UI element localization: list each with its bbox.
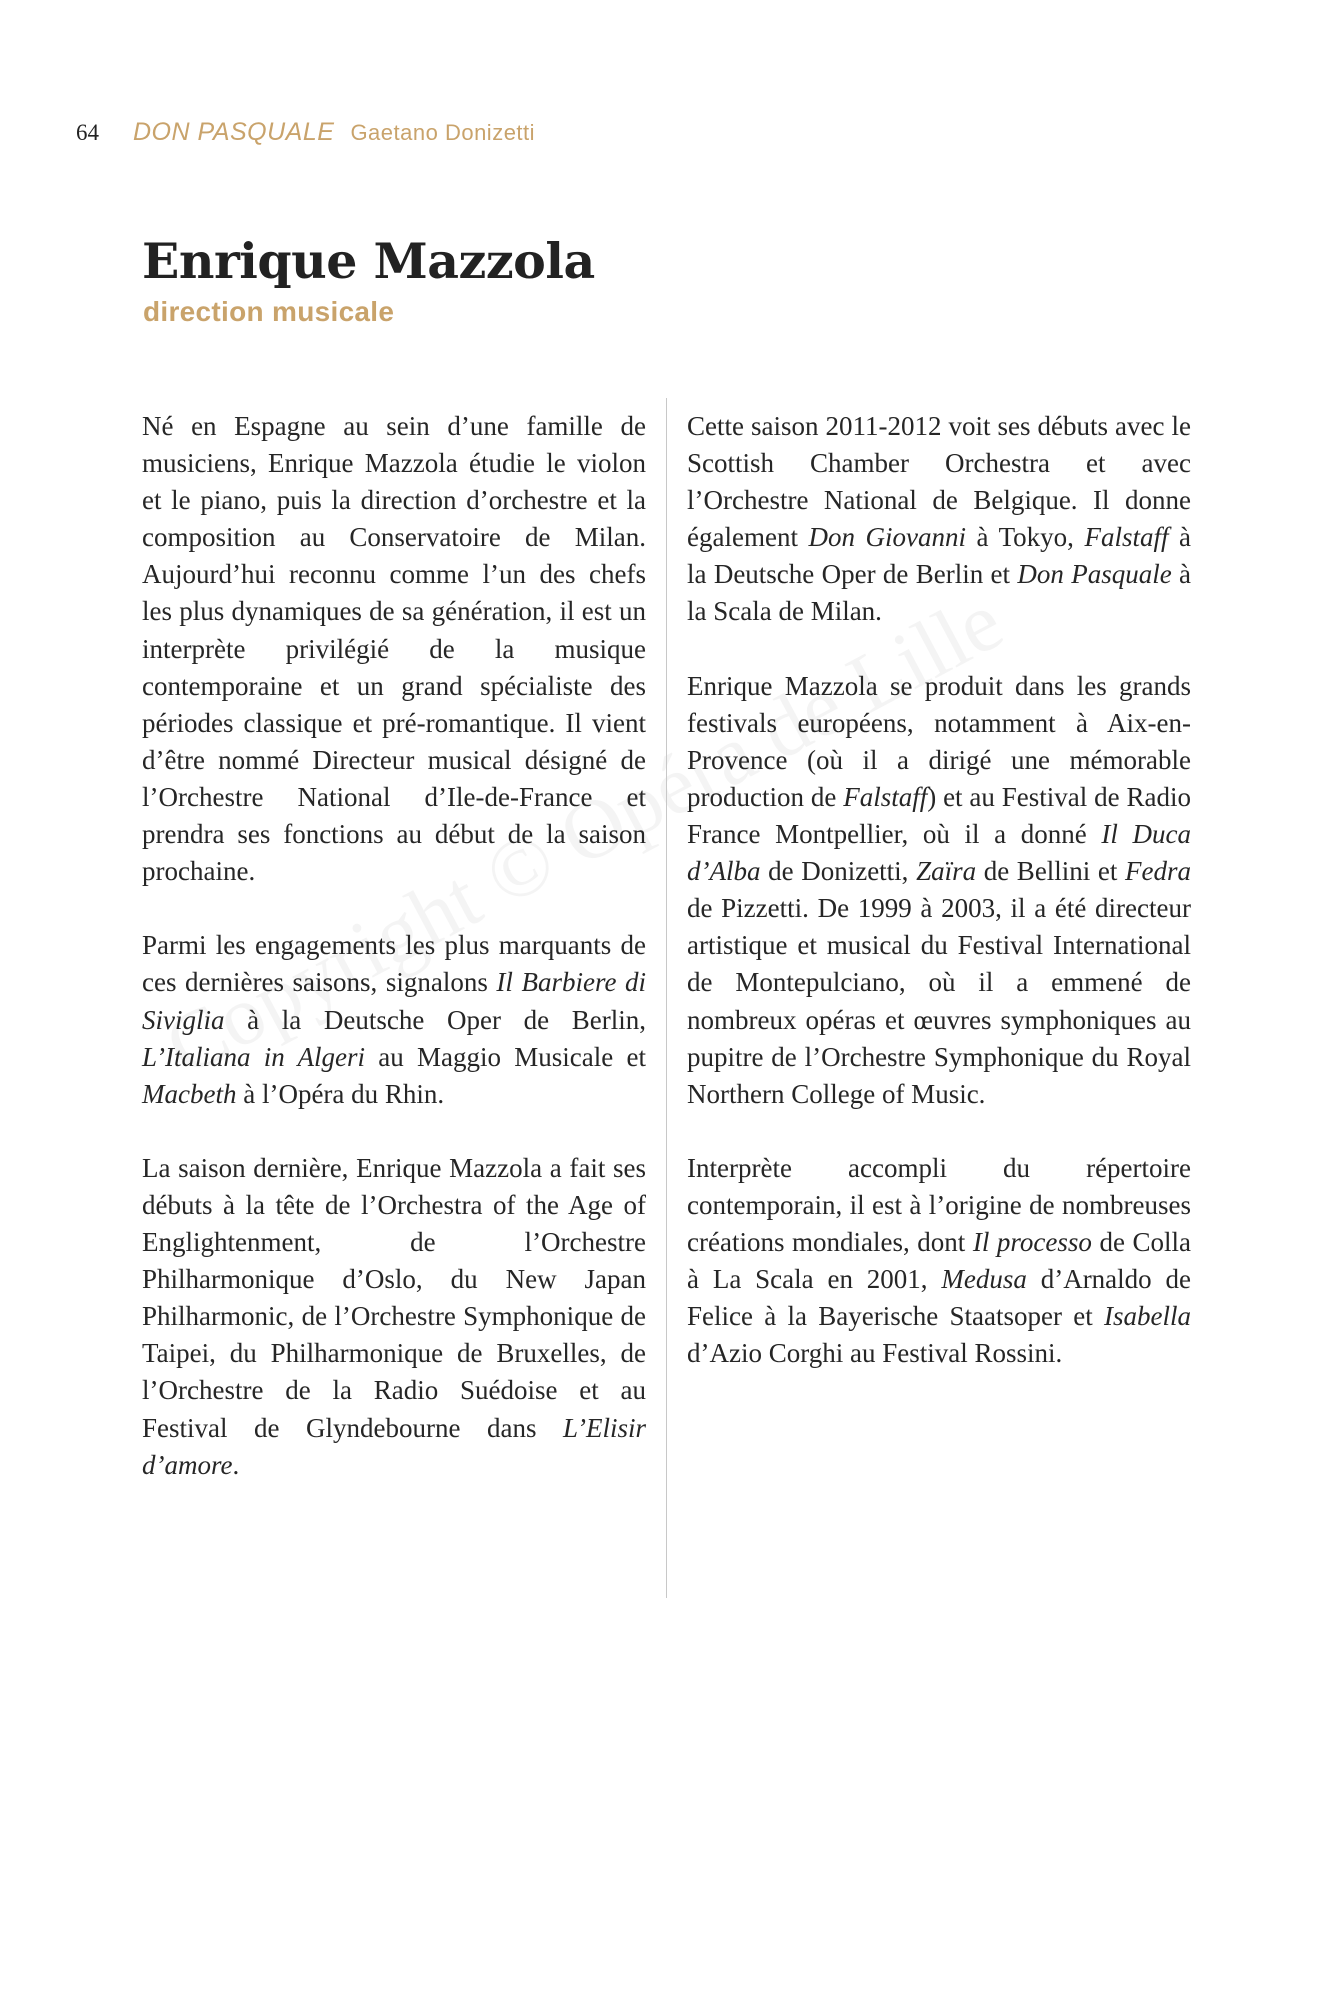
paragraph-text: d’Arnaldo de Felice à la Bayerische Staatsoper et [687,1264,1191,1332]
artist-role: direction musicale [143,296,395,327]
work-title: L’Elisir d’amore [142,1412,646,1480]
work-title: Il Barbiere di Siviglia [142,967,646,1035]
biography-paragraph [142,408,646,890]
paragraph-text: au Maggio Musicale et [365,1041,646,1072]
work-title: Don Pasquale [1017,559,1172,590]
work-title: Fedra [1125,856,1192,887]
paragraph-text: d’Azio Corghi au Festival Rossini. [687,1338,1063,1369]
paragraph-text: à l’Opéra du Rhin. [236,1078,445,1109]
paragraph-text: Cette saison 2011-2012 voit ses débuts avec le Scottish Chamber Orchestra et avec l’Orchestre National de Belgique. Il donne également [687,411,1191,553]
work-title: Isabella [1104,1301,1191,1332]
paragraph-text: à la Scala de Milan. [687,559,1192,627]
paragraph-text: Interprète accompli du répertoire contemporain, il est à l’origine de nombreuses créations mondiales, dont [687,1152,1191,1258]
biography-paragraph [687,1150,1191,1373]
paragraph-text: Enrique Mazzola se produit dans les grands festivals européens, notamment à Aix-en-Provence (où il a dirigé une mémorable production de [687,670,1191,812]
work-title: Il Duca d’Alba [687,819,1191,887]
biography-right-column [687,408,1191,1372]
paragraph-text: La saison dernière, Enrique Mazzola a fait ses débuts à la tête de l’Orchestra of the Age of Englightenment, de l’Orchestre Philharmonique d’Oslo, du New Japan Philharmonic, de l’Orchestre Symphonique de Taipei, du Philharmonique de Bruxelles, de l’Orchestre de la Radio Suédoise et au Festival de Glyndebourne dans [142,1152,646,1443]
work-title: Zaïra [916,856,977,887]
work-title: Medusa [941,1264,1027,1295]
composer-name: Gaetano Donizetti [350,120,536,145]
paragraph-text: de Colla à La Scala en 2001, [687,1227,1192,1295]
biography-paragraph [142,1150,646,1484]
biography-paragraph [687,408,1191,631]
opera-title: DON PASQUALE [133,118,335,146]
work-title: Don Giovanni [808,522,967,553]
paragraph-text: Né en Espagne au sein d’une famille de musiciens, Enrique Mazzola étudie le violon et le piano, puis la direction d’orchestre et la composition au Conservatoire de Milan. Aujourd’hui reconnu comme l’un des chefs les plus dynamiques de sa génération, il est un interprète privilégié de la musique contemporaine et un grand spécialiste des périodes classique et pré-romantique. Il vient d’être nommé Directeur musical désigné de l’Orchestre National d’Ile-de-France et prendra ses fonctions au début de la saison prochaine. [142,411,646,887]
running-head [76,118,535,152]
work-title: Il processo [972,1227,1092,1258]
paragraph-text: . [232,1449,240,1480]
work-title: Falstaff [843,781,928,812]
paragraph-text: de Pizzetti. De 1999 à 2003, il a été directeur artistique et musical du Festival International de Montepulciano, où il a emmené de nombreux opéras et œuvres symphoniques au pupitre de l’Orchestre Symphonique du Royal Northern College of Music. [687,893,1191,1109]
work-title: Macbeth [142,1078,237,1109]
paragraph-text: ) et au Festival de Radio France Montpellier, où il a donné [687,781,1191,850]
paragraph-text: à la Deutsche Oper de Berlin, [224,1004,646,1035]
work-title: L’Italiana in Algeri [142,1041,366,1072]
biography-paragraph [142,927,646,1112]
column-divider [666,398,667,1598]
paragraph-text: à Tokyo, [966,522,1085,553]
paragraph-text: de Donizetti, [760,856,917,887]
biography-left-column [142,408,646,1484]
biography-paragraph [687,668,1191,1113]
paragraph-text: de Bellini et [976,856,1126,887]
page-number: 64 [76,120,99,145]
paragraph-text: à la Deutsche Oper de Berlin et [687,522,1192,590]
work-title: Falstaff [1084,522,1169,553]
paragraph-text: Parmi les engagements les plus marquants de ces dernières saisons, signalons [142,930,646,998]
artist-name: Enrique Mazzola [142,232,595,290]
